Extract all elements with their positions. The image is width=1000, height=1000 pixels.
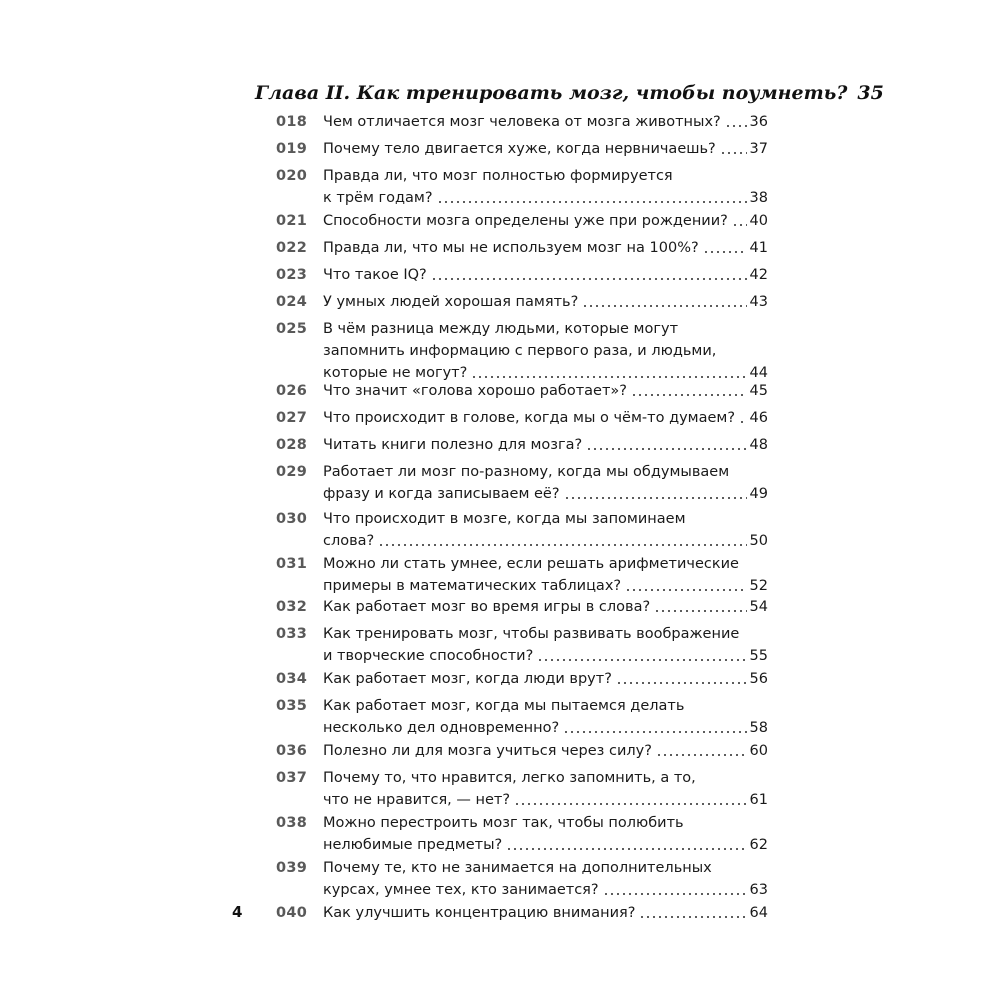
entry-body — [323, 812, 768, 856]
entry-line — [323, 530, 768, 552]
entry-title-text: Способности мозга определены уже при рождении? — [323, 213, 728, 229]
entry-line — [323, 623, 768, 645]
entry-body — [323, 165, 768, 209]
entry-number: 033 — [276, 626, 308, 642]
entry-line — [323, 111, 768, 133]
entry-body — [323, 461, 768, 505]
entry-page-number: 63 — [749, 882, 768, 898]
entry-body — [323, 623, 768, 667]
entry-line — [323, 575, 768, 597]
entry-line — [323, 318, 768, 340]
entry-page-number: 52 — [749, 578, 768, 594]
entry-line — [323, 483, 768, 505]
leader-dots — [732, 224, 747, 226]
entry-body — [323, 291, 768, 313]
leader-dots — [564, 497, 747, 499]
entry-number: 019 — [276, 141, 308, 157]
leader-dots — [378, 544, 746, 546]
entry-page-number: 43 — [749, 294, 768, 310]
entry-body — [323, 264, 768, 286]
entry-line — [323, 434, 768, 456]
leader-dots — [471, 376, 746, 378]
leader-dots — [431, 278, 747, 280]
entry-line — [323, 380, 768, 402]
leader-dots — [506, 848, 746, 850]
entry-title-text: Правда ли, что мы не используем мозг на 100%? — [323, 240, 699, 256]
entry-body — [323, 668, 768, 690]
entry-number: 026 — [276, 383, 308, 399]
entry-title-text: слова? — [323, 533, 375, 549]
leader-dots — [739, 421, 746, 423]
entry-line — [323, 553, 768, 575]
entry-title-text: Как работает мозг, когда люди врут? — [323, 671, 612, 687]
entry-title-text: Что происходит в мозге, когда мы запоминаем — [323, 511, 686, 527]
entry-line — [323, 210, 768, 232]
entry-title-text: Можно ли стать умнее, если решать арифметические — [323, 556, 739, 572]
entry-line — [323, 902, 768, 924]
entry-title-text: Что значит «голова хорошо работает»? — [323, 383, 627, 399]
entry-title-text: Как работает мозг, когда мы пытаемся делать — [323, 698, 685, 714]
entry-line — [323, 812, 768, 834]
leader-dots — [654, 610, 746, 612]
entry-title-text: к трём годам? — [323, 190, 433, 206]
leader-dots — [656, 754, 747, 756]
leader-dots — [631, 394, 747, 396]
entry-title-text: что не нравится, — нет? — [323, 792, 511, 808]
entry-line — [323, 767, 768, 789]
entry-title-text: Почему те, кто не занимается на дополнительных — [323, 860, 712, 876]
entry-title-text: Что происходит в голове, когда мы о чём-то думаем? — [323, 410, 736, 426]
entry-line — [323, 461, 768, 483]
entry-number: 040 — [276, 905, 308, 921]
entry-title-text: запомнить информацию с первого раза, и людьми, — [323, 343, 717, 359]
leader-dots — [563, 731, 746, 733]
entry-number: 035 — [276, 698, 308, 714]
entry-title-text: Чем отличается мозг человека от мозга животных? — [323, 114, 721, 130]
entry-page-number: 42 — [749, 267, 768, 283]
entry-page-number: 50 — [749, 533, 768, 549]
entry-body — [323, 434, 768, 456]
entry-line — [323, 138, 768, 160]
entry-page-number: 36 — [749, 114, 768, 130]
entry-number: 036 — [276, 743, 308, 759]
entry-body — [323, 407, 768, 429]
entry-line — [323, 596, 768, 618]
leader-dots — [725, 125, 747, 127]
entry-title-text: Полезно ли для мозга учиться через силу? — [323, 743, 652, 759]
entry-line — [323, 717, 768, 739]
entry-line — [323, 668, 768, 690]
chapter-title: Глава II. Как тренировать мозг, чтобы поумнеть? — [255, 82, 848, 104]
entry-page-number: 60 — [749, 743, 768, 759]
entry-number: 038 — [276, 815, 308, 831]
entry-body — [323, 210, 768, 232]
entry-title-text: Как тренировать мозг, чтобы развивать воображение — [323, 626, 740, 642]
entry-title-text: В чём разница между людьми, которые могут — [323, 321, 679, 337]
entry-number: 018 — [276, 114, 308, 130]
entry-title-text: фразу и когда записываем её? — [323, 486, 560, 502]
entry-page-number: 64 — [749, 905, 768, 921]
leader-dots — [616, 682, 747, 684]
entry-line — [323, 740, 768, 762]
entry-number: 039 — [276, 860, 308, 876]
entry-page-number: 48 — [749, 437, 768, 453]
entry-body — [323, 318, 768, 384]
entry-body — [323, 111, 768, 133]
entry-page-number: 61 — [749, 792, 768, 808]
entry-body — [323, 138, 768, 160]
entry-number: 024 — [276, 294, 308, 310]
entry-title-text: Почему то, что нравится, легко запомнить, а то, — [323, 770, 696, 786]
entry-body — [323, 596, 768, 618]
leader-dots — [703, 251, 747, 253]
entry-title-text: Что такое IQ? — [323, 267, 427, 283]
entry-line — [323, 645, 768, 667]
entry-body — [323, 237, 768, 259]
entry-page-number: 41 — [749, 240, 768, 256]
entry-line — [323, 237, 768, 259]
entry-title-text: Правда ли, что мозг полностью формируется — [323, 168, 673, 184]
entry-line — [323, 264, 768, 286]
entry-page-number: 49 — [749, 486, 768, 502]
entry-number: 020 — [276, 168, 308, 184]
entry-title-text: У умных людей хорошая память? — [323, 294, 579, 310]
entry-title-text: Работает ли мозг по-разному, когда мы обдумываем — [323, 464, 730, 480]
entry-number: 032 — [276, 599, 308, 615]
entry-title-text: Можно перестроить мозг так, чтобы полюбить — [323, 815, 684, 831]
entry-number: 034 — [276, 671, 308, 687]
entry-line — [323, 187, 768, 209]
leader-dots — [514, 803, 746, 805]
leader-dots — [586, 448, 746, 450]
entry-page-number: 38 — [749, 190, 768, 206]
chapter-page-number: 35 — [857, 82, 884, 104]
entry-number: 031 — [276, 556, 308, 572]
entry-title-text: Почему тело двигается хуже, когда нервничаешь? — [323, 141, 716, 157]
entry-page-number: 45 — [749, 383, 768, 399]
entry-title-text: Как работает мозг во время игры в слова? — [323, 599, 651, 615]
entry-number: 021 — [276, 213, 308, 229]
entry-page-number: 54 — [749, 599, 768, 615]
leader-dots — [537, 659, 746, 661]
leader-dots — [625, 589, 746, 591]
entry-title-text: и творческие способности? — [323, 648, 534, 664]
leader-dots — [582, 305, 746, 307]
leader-dots — [603, 893, 747, 895]
entry-title-text: курсах, умнее тех, кто занимается? — [323, 882, 599, 898]
entry-number: 025 — [276, 321, 308, 337]
entry-number: 037 — [276, 770, 308, 786]
entry-page-number: 46 — [749, 410, 768, 426]
entry-title-text: Читать книги полезно для мозга? — [323, 437, 583, 453]
entry-page-number: 62 — [749, 837, 768, 853]
entry-body — [323, 508, 768, 552]
entry-title-text: несколько дел одновременно? — [323, 720, 560, 736]
chapter-heading — [255, 76, 884, 104]
entry-line — [323, 834, 768, 856]
entry-number: 023 — [276, 267, 308, 283]
entry-line — [323, 789, 768, 811]
entry-line — [323, 857, 768, 879]
entry-body — [323, 767, 768, 811]
entry-page-number: 44 — [749, 365, 768, 381]
entry-page-number: 37 — [749, 141, 768, 157]
entry-line — [323, 165, 768, 187]
entry-body — [323, 380, 768, 402]
entry-body — [323, 553, 768, 597]
entry-title-text: примеры в математических таблицах? — [323, 578, 622, 594]
entry-body — [323, 902, 768, 924]
entry-number: 030 — [276, 511, 308, 527]
page-folio: 4 — [232, 903, 243, 921]
entry-number: 029 — [276, 464, 308, 480]
entry-title-text: нелюбимые предметы? — [323, 837, 503, 853]
entry-title-text: Как улучшить концентрацию внимания? — [323, 905, 636, 921]
entry-line — [323, 508, 768, 530]
leader-dots — [639, 916, 746, 918]
entry-number: 028 — [276, 437, 308, 453]
entry-page-number: 58 — [749, 720, 768, 736]
entry-line — [323, 340, 768, 362]
entry-body — [323, 695, 768, 739]
entry-body — [323, 857, 768, 901]
leader-dots — [437, 201, 747, 203]
entry-page-number: 56 — [749, 671, 768, 687]
entry-body — [323, 740, 768, 762]
entry-line — [323, 291, 768, 313]
entry-line — [323, 407, 768, 429]
entry-page-number: 55 — [749, 648, 768, 664]
leader-dots — [720, 152, 747, 154]
entry-number: 027 — [276, 410, 308, 426]
entry-number: 022 — [276, 240, 308, 256]
entry-page-number: 40 — [749, 213, 768, 229]
entry-title-text: которые не могут? — [323, 365, 468, 381]
entry-line — [323, 879, 768, 901]
entry-line — [323, 695, 768, 717]
